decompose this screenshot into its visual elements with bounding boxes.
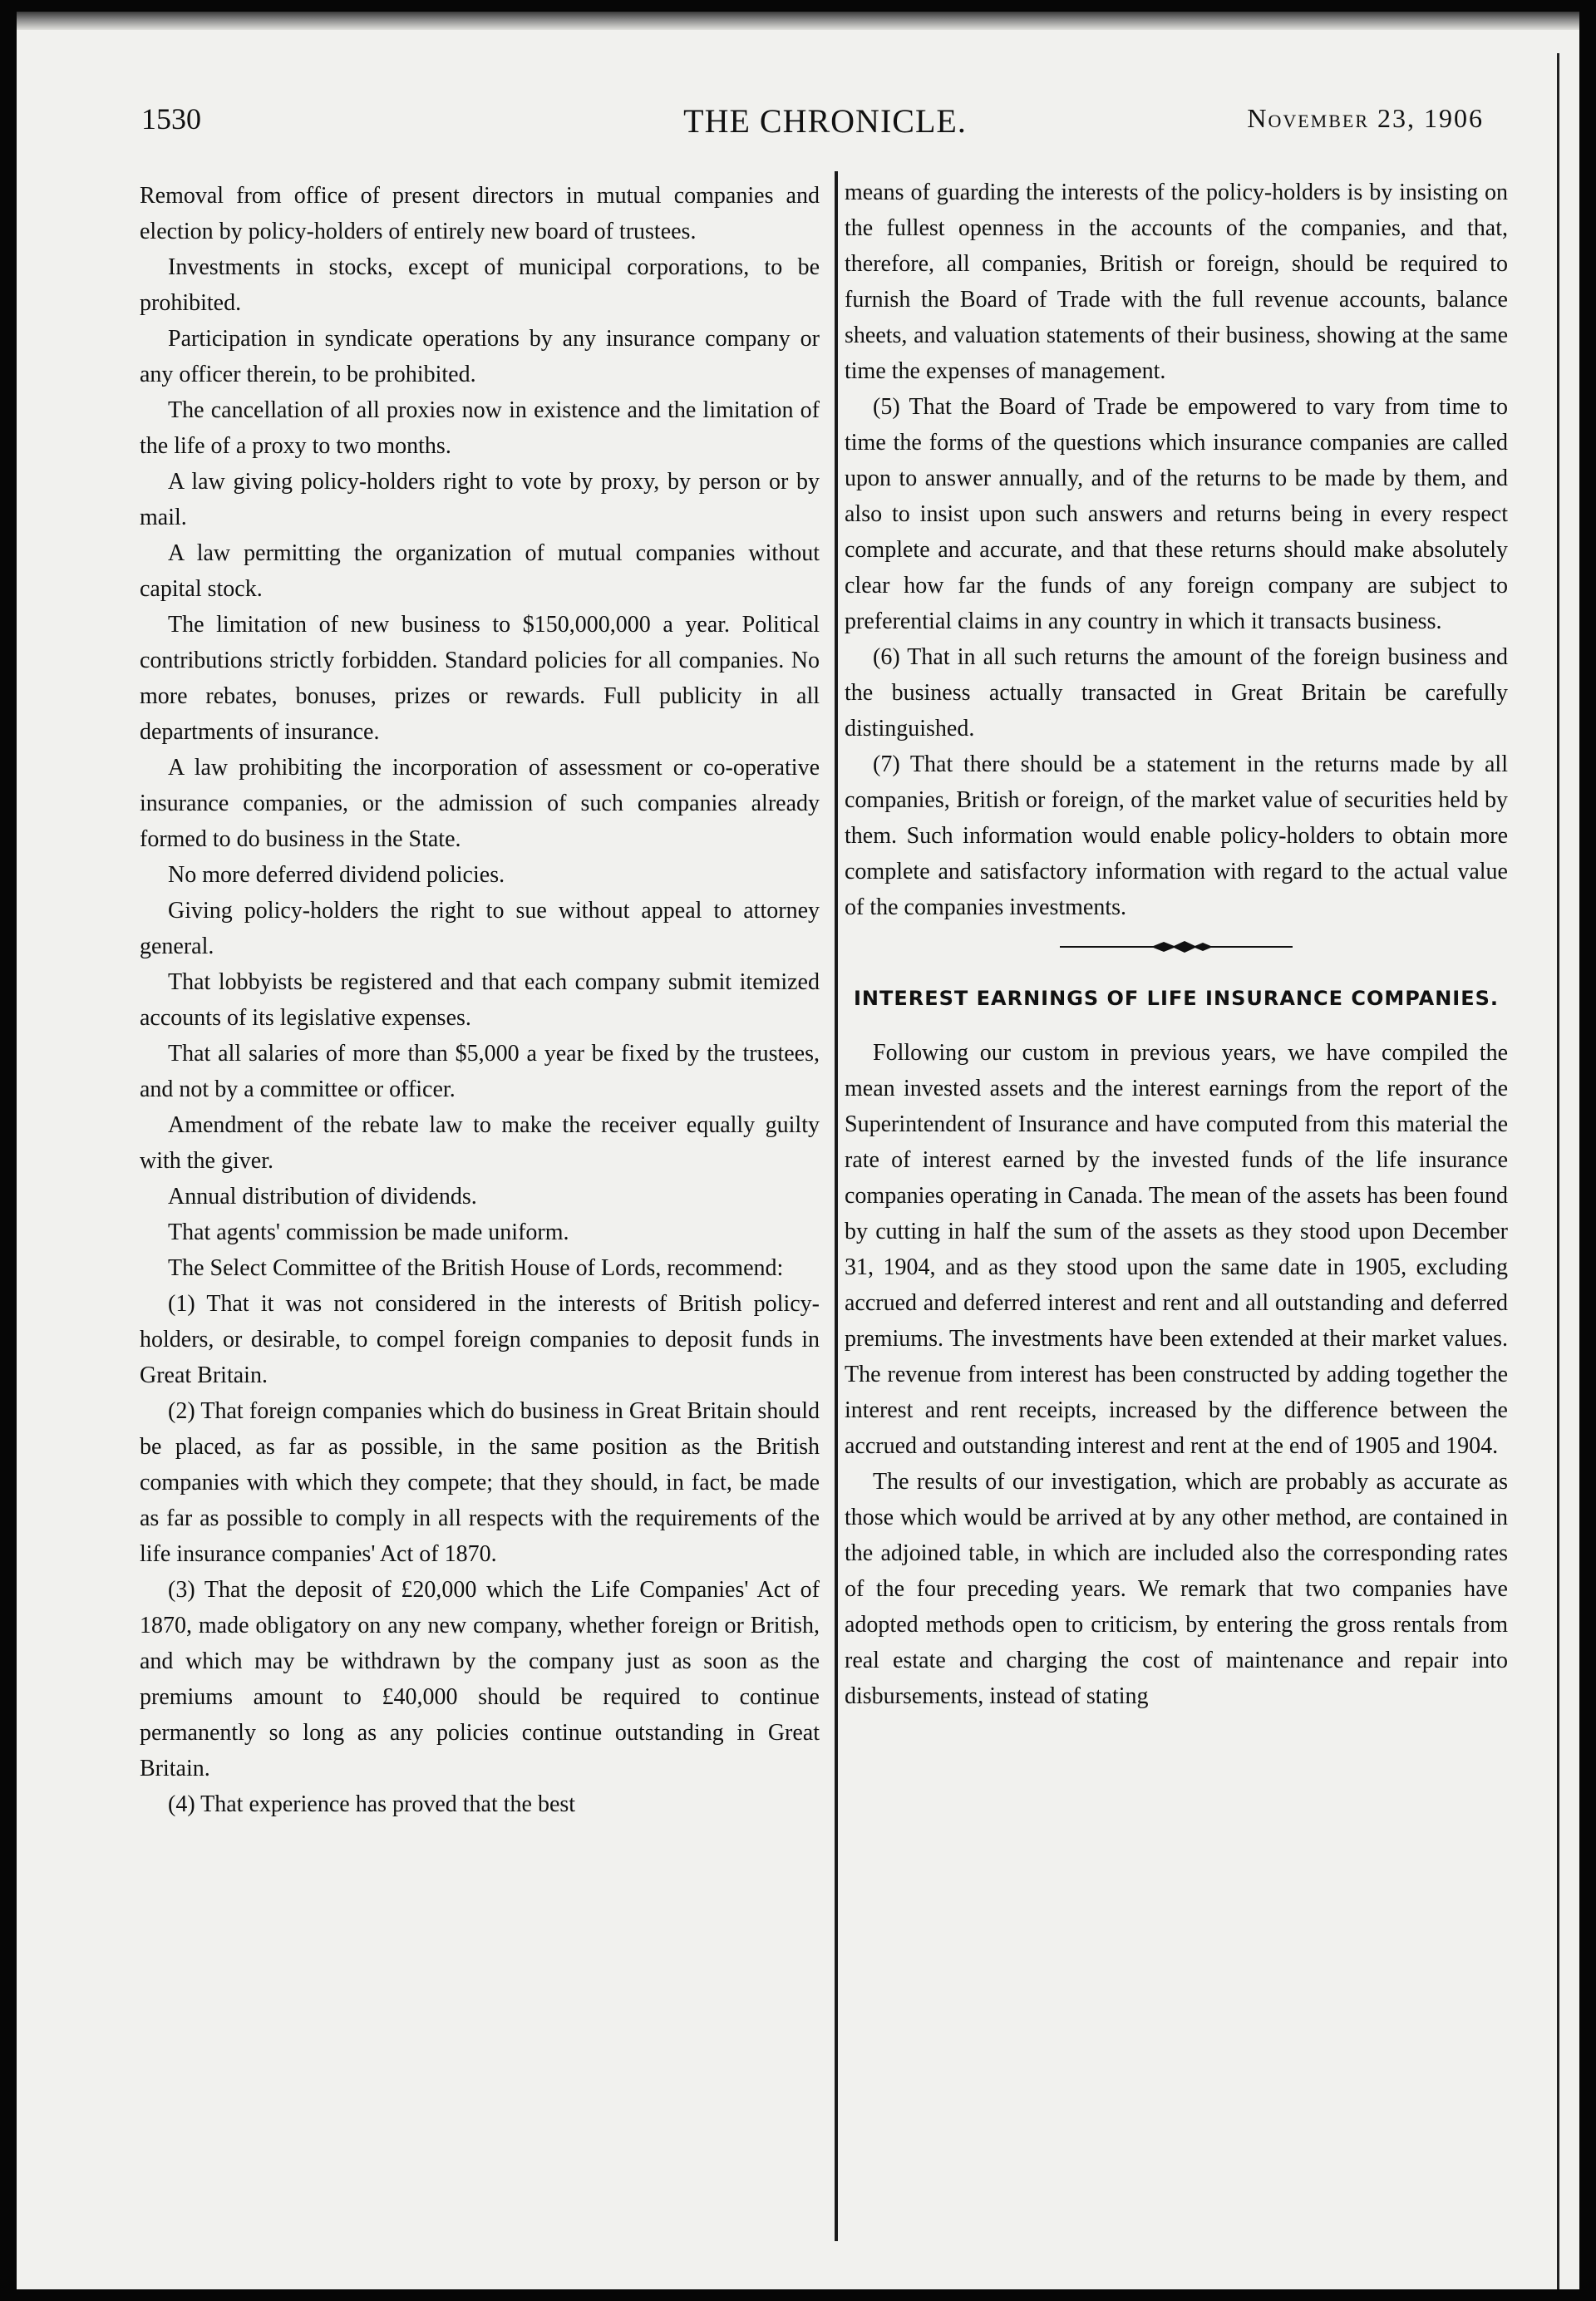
newspaper-page: [17, 12, 1579, 2289]
left-column: [140, 178, 820, 1822]
column-divider: [835, 171, 838, 2241]
ornament-rule-icon: [1060, 940, 1293, 953]
paragraph: The limitation of new business to $150,000,000 a year. Political contributions strictly forbidden. Standard policies for all companies. No more rebates, bonuses, prizes or rewards. Full publicity in all departments of insurance.: [140, 612, 820, 745]
paragraph: (3) That the deposit of £20,000 which the Life Companies' Act of 1870, made obligatory on any new company, whether foreign or British, and which may be withdrawn by the company just as soon as the premiums amount to £40,000 should be required to continue permanently so long as any policies continue outstanding in Great Britain.: [140, 1577, 820, 1781]
paragraph: A law permitting the organization of mutual companies without capital stock.: [140, 540, 820, 602]
paragraph: The cancellation of all proxies now in existence and the limitation of the life of a proxy to two months.: [140, 397, 820, 459]
paragraph: That all salaries of more than $5,000 a year be fixed by the trustees, and not by a committee or officer.: [140, 1041, 820, 1102]
paragraph: The Select Committee of the British House of Lords, recommend:: [168, 1255, 784, 1281]
page-number: 1530: [141, 102, 201, 135]
page-edge-rule: [1557, 53, 1559, 2289]
paragraph: Amendment of the rebate law to make the receiver equally guilty with the giver.: [140, 1112, 820, 1174]
right-column: [845, 175, 1508, 1714]
paragraph: (4) That experience has proved that the best: [168, 1791, 576, 1817]
top-border: [17, 12, 1579, 30]
paragraph: Participation in syndicate operations by any insurance company or any officer therein, to be prohibited.: [140, 326, 820, 387]
paragraph: Annual distribution of dividends.: [168, 1184, 477, 1210]
paragraph: means of guarding the interests of the policy-holders is by insisting on the fullest openness in the accounts of the companies, and that, therefore, all companies, British or foreign, should be required to furnish the Board of Trade with the full revenue accounts, balance sheets, and valuation statements of their business, showing at the same time the expenses of management.: [845, 180, 1508, 384]
issue-date: November 23, 1906: [1247, 103, 1484, 133]
paragraph: (7) That there should be a statement in the returns made by all companies, British or foreign, of the market value of securities held by them. Such information would enable policy-holders to obtain more complete and satisfactory information with regard to the actual value of the companies investments.: [845, 751, 1508, 920]
paragraph: Following our custom in previous years, we have compiled the mean invested assets and the interest earnings from the report of the Superintendent of Insurance and have computed from this material the rate of interest earned by the invested funds of the life insurance companies operating in Canada. The mean of the assets has been found by cutting in half the sum of the assets as they stood upon December 31, 1904, and as they stood upon the same date in 1905, excluding accrued and deferred interest and rent and all outstanding and deferred premiums. The investments have been extended at their market values. The revenue from interest has been constructed by adding together the interest and rent receipts, increased by the difference between the accrued and outstanding interest and rent at the end of 1905 and 1904.: [845, 1040, 1508, 1459]
article-heading: INTEREST EARNINGS OF LIFE INSURANCE COMPANIES.: [853, 987, 1500, 1010]
paragraph: A law giving policy-holders right to vote by proxy, by person or by mail.: [140, 469, 820, 530]
paragraph: That agents' commission be made uniform.: [168, 1219, 569, 1245]
paragraph: The results of our investigation, which are probably as accurate as those which would be arrived at by any other method, are contained in the adjoined table, in which are included also the corresponding rates of the four preceding years. We remark that two companies have adopted methods open to criticism, by entering the gross rentals from real estate and charging the cost of maintenance and repair into disbursements, instead of stating: [845, 1469, 1508, 1709]
paragraph: (5) That the Board of Trade be empowered to vary from time to time the forms of the questions which insurance companies are called upon to answer annually, and of the returns to be made by them, and also to insist upon such answers and returns being in every respect complete and accurate, and that these returns should make absolutely clear how far the funds of any foreign company are subject to preferential claims in any country in which it transacts business.: [845, 394, 1508, 634]
masthead-title: THE CHRONICLE.: [683, 102, 967, 140]
section-ornament: [845, 925, 1508, 975]
paragraph: No more deferred dividend policies.: [168, 862, 505, 888]
paragraph: (1) That it was not considered in the interests of British policy-holders, or desirable, to compel foreign companies to deposit funds in Great Britain.: [140, 1291, 820, 1388]
paragraph: Investments in stocks, except of municipal corporations, to be prohibited.: [140, 254, 820, 316]
paragraph: That lobbyists be registered and that each company submit itemized accounts of its legislative expenses.: [140, 969, 820, 1031]
paragraph: (2) That foreign companies which do business in Great Britain should be placed, as far as possible, in the same position as the British companies with which they compete; that they should, in fact, be made as far as possible to comply in all respects with the requirements of the life insurance companies' Act of 1870.: [140, 1398, 820, 1567]
page-header: [141, 101, 1484, 143]
paragraph: Giving policy-holders the right to sue without appeal to attorney general.: [140, 898, 820, 959]
paragraph: A law prohibiting the incorporation of assessment or co-operative insurance companies, or the admission of such companies already formed to do business in the State.: [140, 755, 820, 852]
paragraph: Removal from office of present directors in mutual companies and election by policy-holders of entirely new board of trustees.: [140, 183, 820, 244]
paragraph: (6) That in all such returns the amount of the foreign business and the business actually transacted in Great Britain be carefully distinguished.: [845, 644, 1508, 742]
